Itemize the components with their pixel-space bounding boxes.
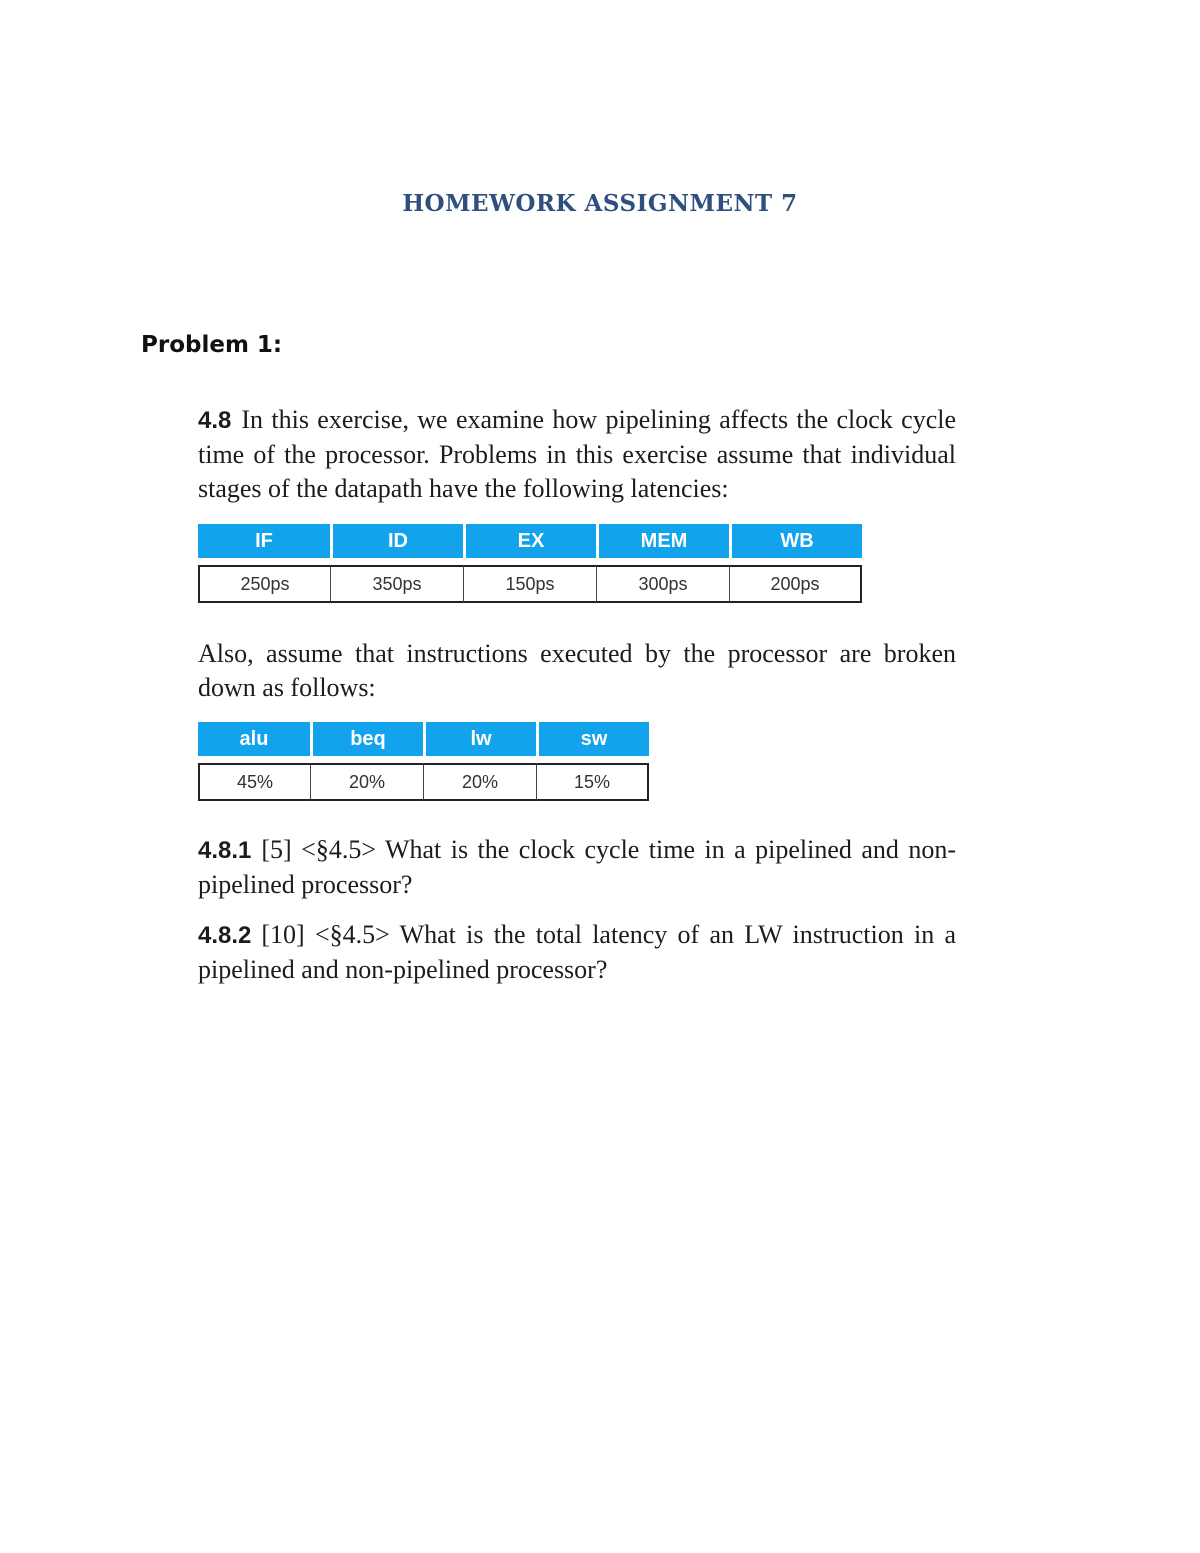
- page-title: HOMEWORK ASSIGNMENT 7: [402, 190, 798, 217]
- question-text: [10] <§4.5> What is the total latency of an LW instruction in a pipelined and non-pipelined processor?: [198, 920, 956, 984]
- question-text: [5] <§4.5> What is the clock cycle time in a pipelined and non-pipelined processor?: [198, 835, 956, 899]
- latency-value-row: [198, 565, 862, 603]
- breakdown-value-beq: 20%: [310, 763, 423, 801]
- latency-value-wb: 200ps: [729, 565, 862, 603]
- exercise-intro: [198, 403, 956, 506]
- latency-header-ex: EX: [463, 524, 596, 558]
- breakdown-intro: Also, assume that instructions executed by the processor are broken down as follows:: [198, 639, 956, 702]
- breakdown-value-lw: 20%: [423, 763, 536, 801]
- breakdown-header-beq: beq: [310, 722, 423, 756]
- breakdown-value-sw: 15%: [536, 763, 649, 801]
- table-spacer: [198, 558, 862, 565]
- latency-value-ex: 150ps: [463, 565, 596, 603]
- breakdown-value-alu: 45%: [198, 763, 310, 801]
- latency-header-mem: MEM: [596, 524, 729, 558]
- latency-value-id: 350ps: [330, 565, 463, 603]
- breakdown-value-row: [198, 763, 649, 801]
- question-number: 4.8.2: [198, 922, 252, 949]
- problem-heading: Problem 1:: [141, 332, 283, 358]
- table-spacer: [198, 756, 649, 763]
- question-4-8-2: [198, 918, 956, 987]
- latency-table: [198, 524, 862, 603]
- question-number: 4.8.1: [198, 837, 252, 864]
- latency-value-if: 250ps: [198, 565, 330, 603]
- latency-header-id: ID: [330, 524, 463, 558]
- breakdown-header-sw: sw: [536, 722, 649, 756]
- latency-value-mem: 300ps: [596, 565, 729, 603]
- question-4-8-1: [198, 833, 956, 902]
- exercise-text: In this exercise, we examine how pipelining affects the clock cycle time of the processor. Problems in this exercise assume that individual stages of the datapath have the following latencies:: [198, 405, 956, 503]
- latency-header-wb: WB: [729, 524, 862, 558]
- breakdown-table: [198, 722, 649, 801]
- latency-header-if: IF: [198, 524, 330, 558]
- breakdown-header-row: [198, 722, 649, 756]
- breakdown-header-lw: lw: [423, 722, 536, 756]
- exercise-number: 4.8: [198, 407, 232, 434]
- breakdown-header-alu: alu: [198, 722, 310, 756]
- latency-header-row: [198, 524, 862, 558]
